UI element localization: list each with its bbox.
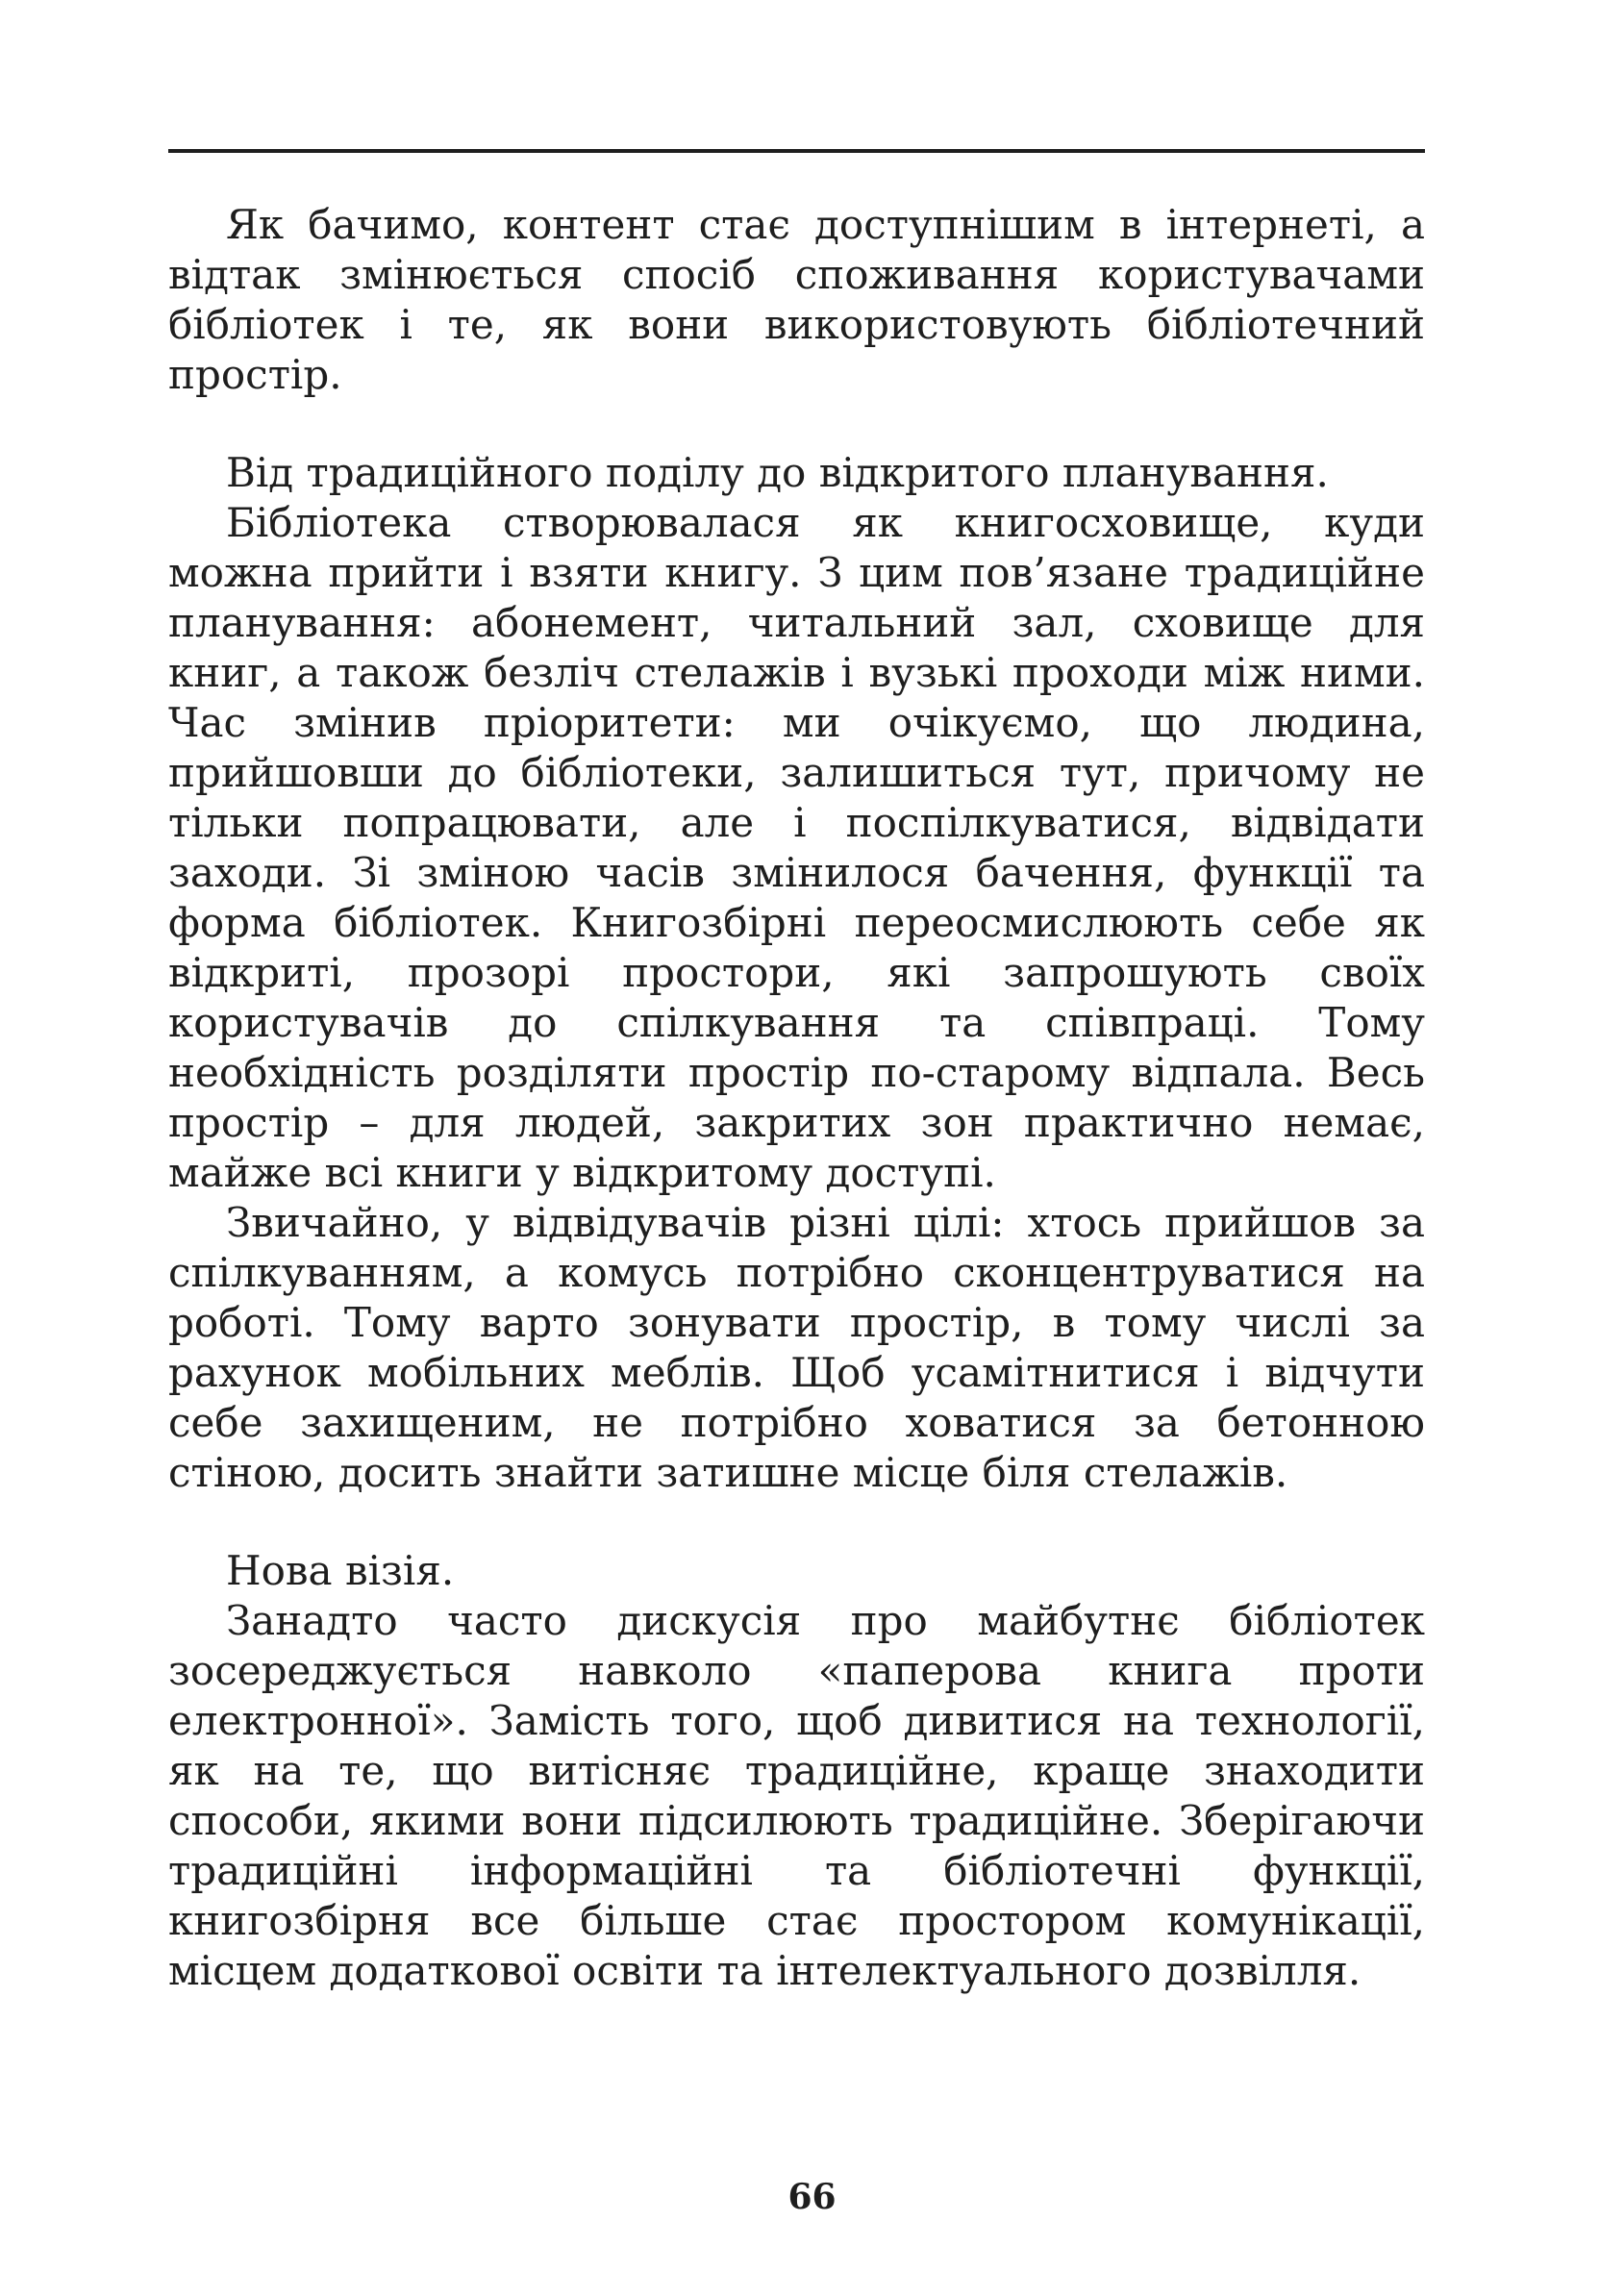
header-rule [168,149,1425,153]
paragraph-intro: Як бачимо, контент стає доступнішим в інтернеті, а відтак змінюється спосіб споживання користувачами бібліотек і те, як вони використовують бібліотечний простір. [168,201,1425,398]
section-heading-new-vision: Нова візія. [226,1547,455,1594]
section-heading-open-planning: Від традиційного поділу до відкритого планування. [226,449,1329,496]
paragraph-library-history: Бібліотека створювалася як книгосховище, куди можна прийти і взяти книгу. З цим пов’язане традиційне планування: абонемент, читальний зал, сховище для книг, а також безліч стелажів і вузькі проходи між ними. Час змінив пріоритети: ми очікуємо, що людина, прийшовши до бібліотеки, залишиться тут, причому не тільки попрацювати, але і поспілкуватися, відвідати заходи. Зі зміною часів змінилося бачення, функції та форма бібліотек. Книгозбірні переосмислюють себе як відкриті, прозорі простори, які запрошують своїх користувачів до спілкування та співпраці. Тому необхідність розділяти простір по-старому відпала. Весь простір – для людей, закритих зон практично немає, майже всі книги у відкритому доступі. [168,499,1425,1196]
paragraph-new-vision: Занадто часто дискусія про майбутнє бібліотек зосереджується навколо «паперова книга проти електронної». Замість того, щоб дивитися на технології, як на те, що витісняє традиційне, краще знаходити способи, якими вони підсилюють традиційне. Зберігаючи традиційні інформаційні та бібліотечні функції, книгозбірня все більше стає простором комунікації, місцем додаткової освіти та інтелектуального дозвілля. [168,1597,1425,1994]
page-number: 66 [787,2177,837,2217]
body-text [168,200,1425,1996]
section-gap [168,400,1425,448]
paragraph-visitor-goals: Звичайно, у відвідувачів різні цілі: хтось прийшов за спілкуванням, а комусь потрібно сконцентруватися на роботі. Тому варто зонувати простір, в тому числі за рахунок мобільних меблів. Щоб усамітнитися і відчути себе захищеним, не потрібно ховатися за бетонною стіною, досить знайти затишне місце біля стелажів. [168,1199,1425,1496]
section-gap [168,1498,1425,1546]
